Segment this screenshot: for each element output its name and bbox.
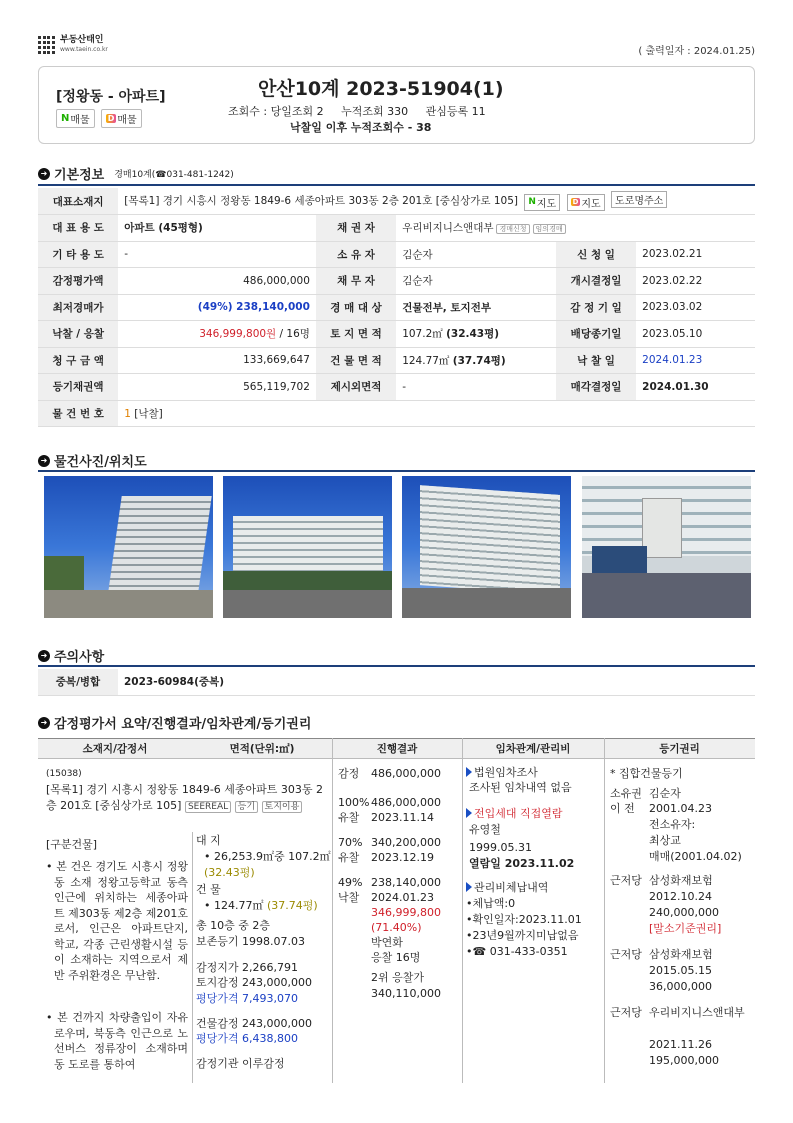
- land-label: 대 지: [196, 834, 221, 847]
- progress-row: 유찰 2023.12.19: [338, 851, 434, 864]
- land-appraisal: 토지감정 243,000,000: [196, 976, 312, 989]
- mortgage-2-date: 2015.05.15: [649, 964, 712, 977]
- registered-claim-value: 565,119,702: [118, 374, 316, 401]
- col-progress: 진행결과: [332, 738, 462, 759]
- building-label: 건 물: [196, 883, 221, 896]
- mortgage-1-label: 근저당: [610, 874, 642, 887]
- row-label: 물 건 번 호: [38, 400, 118, 427]
- floors: 총 10층 중 2층: [196, 919, 270, 932]
- mortgage-3-date: 2021.11.26: [649, 1038, 712, 1051]
- sale-date-value: 2024.01.23: [636, 347, 755, 374]
- divider: [604, 738, 605, 1083]
- progress-row: 49% 238,140,000: [338, 876, 441, 889]
- divider: [332, 738, 333, 1083]
- building-area-value: 124.77㎡ (37.74평): [396, 347, 556, 374]
- row-label: 대 표 용 도: [38, 215, 118, 242]
- property-photo-3[interactable]: [402, 476, 571, 618]
- owner-value: 김순자: [396, 241, 556, 268]
- col-rights: 등기권리: [604, 738, 755, 759]
- sold-rate: (71.40%): [371, 921, 422, 934]
- land-use-button[interactable]: 토지이용: [262, 801, 303, 813]
- mortgage-1-date: 2012.10.24: [649, 890, 712, 903]
- daum-listing-button[interactable]: D 매물: [101, 109, 142, 128]
- daum-d-icon: D: [107, 114, 115, 123]
- base-right-note: [말소기준권리]: [649, 922, 722, 935]
- row-label: 낙 찰 일: [556, 347, 636, 374]
- logo-grid-icon: [38, 36, 56, 54]
- interest-count: 관심등록 11: [425, 105, 486, 118]
- sale-value: 346,999,800원 / 16명: [118, 321, 316, 348]
- land-price: 감정지가 2,266,791: [196, 961, 298, 974]
- creditor-cell: 우리비지니스앤대부 경매신청 임의경매: [396, 215, 755, 242]
- address-label: 대표소재지: [38, 188, 118, 215]
- second-bid-label: 2위 응찰가: [371, 971, 424, 984]
- naver-n-icon: N: [61, 113, 70, 124]
- row-label: 개시결정일: [556, 268, 636, 295]
- property-photo-2[interactable]: [223, 476, 392, 618]
- building-area: • 124.77㎡ (37.74평): [204, 899, 318, 912]
- views-today: 조회수 : 당일조회 2: [228, 105, 324, 118]
- row-label: 등기채권액: [38, 374, 118, 401]
- row-label: 건 물 면 적: [316, 347, 396, 374]
- mortgage-3-name: 우리비지니스앤대부: [649, 1006, 745, 1019]
- land-unit-price: 평당가격 7,493,070: [196, 992, 298, 1005]
- owner-label: 소유권: [610, 787, 642, 800]
- divider: [192, 832, 193, 1083]
- mortgage-1-name: 삼성화재보험: [649, 874, 713, 887]
- daum-d-icon: D: [572, 198, 579, 207]
- region-title: [정왕동 - 아파트]: [56, 89, 166, 105]
- progress-row: 감정 486,000,000: [338, 767, 441, 780]
- second-bid-price: 340,110,000: [371, 987, 441, 1000]
- usage-value: 아파트 (45평형): [118, 215, 316, 242]
- appraisal-heading: ➜ 감정평가서 요약/진행결과/임차관계/등기권리: [38, 713, 311, 732]
- col-tenant: 임차관계/관리비: [462, 738, 604, 759]
- row-label: 낙찰 / 응찰: [38, 321, 118, 348]
- views-total: 누적조회 330: [341, 105, 409, 118]
- arrow-bullet-icon: ➜: [38, 717, 50, 729]
- mgmt-phone: •☎ 031-433-0351: [466, 945, 568, 958]
- land-area-value: 107.2㎡ (32.43평): [396, 321, 556, 348]
- decision-date-value: 2024.01.30: [636, 374, 755, 401]
- logo-url: www.taein.co.kr: [60, 46, 108, 53]
- daum-map-button[interactable]: D 지도: [567, 194, 605, 211]
- basic-info-heading: ➜ 기본정보 경매10계(☎031-481-1242): [38, 164, 234, 183]
- property-photo-1[interactable]: [44, 476, 213, 618]
- road-address-button[interactable]: 도로명주소: [611, 191, 667, 208]
- view-date: 열람일 2023.11.02: [469, 857, 575, 870]
- appraisal-date-value: 2023.03.02: [636, 294, 755, 321]
- arrow-bullet-icon: ➜: [38, 168, 50, 180]
- arrears: •체납액:0: [466, 897, 516, 910]
- address-text: [목록1] 경기 시흥시 정왕동 1849-6 세종아파트 303동 2층 201호 [중심상가로 105]: [124, 195, 518, 208]
- row-label: 소 유 자: [316, 241, 396, 268]
- debtor-value: 김순자: [396, 268, 556, 295]
- notes-table: [38, 669, 755, 696]
- naver-map-button[interactable]: N 지도: [524, 194, 560, 211]
- description-1: • 본 건은 경기도 시흥시 정왕동 소재 정왕고등학교 동측 인근에 위치하는 세종아파트 제303동 제2층 제201호로서, 인근은 아파트단지, 학교, 각종 근린생활시설 등이 소재하는 지역으로서 제반 주위환경은 무난함.: [46, 860, 188, 982]
- address-cell: [118, 188, 755, 215]
- row-label: 기 타 용 도: [38, 241, 118, 268]
- duplicate-value: 2023-60984(중복): [118, 669, 755, 695]
- move-in-title[interactable]: 전입세대 직접열람: [466, 806, 563, 822]
- row-label: 최저경매가: [38, 294, 118, 321]
- transfer-date: 2001.04.23: [649, 802, 712, 815]
- description-2: • 본 건까지 차량출입이 자유로우며, 북동측 인근으로 노선버스 정류장이 소재하며 동 도로를 통하여: [46, 1011, 188, 1071]
- unpaid-status: •23년9월까지미납없음: [466, 929, 579, 942]
- other-usage-value: -: [118, 241, 316, 268]
- court-contact: 경매10계(☎031-481-1242): [114, 170, 234, 180]
- progress-row: 낙찰 2024.01.23: [338, 891, 434, 904]
- mortgage-2-label: 근저당: [610, 948, 642, 961]
- basic-info-table: [38, 188, 755, 427]
- prev-owner-name: 최상교: [649, 834, 681, 847]
- buyer: 박연화: [371, 936, 403, 949]
- row-label: 청 구 금 액: [38, 347, 118, 374]
- mgmt-fee-title: 관리비체납내역: [466, 880, 548, 896]
- print-date: ( 출력일자 : 2024.01.25): [638, 46, 755, 57]
- arrow-bullet-icon: ➜: [38, 455, 50, 467]
- court-survey-text: 조사된 임차내역 없음: [469, 781, 572, 794]
- preserve-registry: 보존등기 1998.07.03: [196, 935, 305, 948]
- triangle-bullet-icon: [466, 767, 472, 777]
- mortgage-1-amount: 240,000,000: [649, 906, 719, 919]
- property-photo-4[interactable]: [582, 476, 751, 618]
- mortgage-2-amount: 36,000,000: [649, 980, 712, 993]
- row-label: 배당종기일: [556, 321, 636, 348]
- row-label: 신 청 일: [556, 241, 636, 268]
- logo: [38, 36, 108, 54]
- progress-row: 유찰 2023.11.14: [338, 811, 434, 824]
- progress-row: 70% 340,200,000: [338, 836, 441, 849]
- row-label: 매각결정일: [556, 374, 636, 401]
- row-label: 제시외면적: [316, 374, 396, 401]
- item-number-value: 1 [낙찰]: [118, 400, 755, 427]
- land-area: • 26,253.9㎡중 107.2㎡ (32.43평): [204, 850, 331, 879]
- extra-area-value: -: [396, 374, 556, 401]
- duplicate-label: 중복/병합: [38, 669, 118, 695]
- mortgage-2-name: 삼성화재보험: [649, 948, 713, 961]
- start-date-value: 2023.02.22: [636, 268, 755, 295]
- progress-row: 100% 486,000,000: [338, 796, 441, 809]
- move-in-name: 유영철: [469, 823, 501, 836]
- section-rule: [38, 665, 755, 667]
- registry-title: * 집합건물등기: [610, 767, 683, 780]
- triangle-bullet-icon: [466, 808, 472, 818]
- section-rule: [38, 470, 755, 472]
- transfer-label: 이 전: [610, 802, 635, 815]
- dividend-date-value: 2023.05.10: [636, 321, 755, 348]
- photos-heading: ➜ 물건사진/위치도: [38, 451, 147, 470]
- owner-name: 김순자: [649, 787, 681, 800]
- row-label: 경 매 대 상: [316, 294, 396, 321]
- confirm-date: •확인일자:2023.11.01: [466, 913, 582, 926]
- col-area: 면적(단위:㎡): [192, 738, 332, 759]
- claim-value: 133,669,647: [118, 347, 316, 374]
- view-stats: [228, 103, 500, 119]
- row-label: 감정평가액: [38, 268, 118, 295]
- sale-registration-date: 매매(2001.04.02): [649, 850, 742, 863]
- triangle-bullet-icon: [466, 882, 472, 892]
- building-appraisal: 건물감정 243,000,000: [196, 1017, 312, 1030]
- bidders: 응찰 16명: [371, 951, 421, 964]
- section-rule: [38, 184, 755, 186]
- case-number: 안산10계 2023-51904(1): [258, 78, 504, 100]
- registry-button[interactable]: 등기: [235, 801, 258, 813]
- seereal-button[interactable]: SEEREAL: [185, 801, 231, 813]
- prev-owner-label: 전소유자:: [649, 818, 696, 831]
- class-label: [구분건물]: [46, 838, 98, 851]
- sold-price: 346,999,800: [371, 906, 441, 919]
- divider: [462, 738, 463, 1083]
- voluntary-auction-tag: 임의경매: [533, 224, 566, 234]
- court-survey-title: 법원임차조사: [466, 765, 538, 781]
- row-label: 채 권 자: [316, 215, 396, 242]
- listing-badges: [56, 109, 142, 128]
- naver-n-icon: N: [528, 197, 536, 208]
- row-label: 토 지 면 적: [316, 321, 396, 348]
- appraisal-value: 486,000,000: [118, 268, 316, 295]
- row-label: 감 정 기 일: [556, 294, 636, 321]
- row-label: 채 무 자: [316, 268, 396, 295]
- auction-target-value: 건물전부, 토지전부: [396, 294, 556, 321]
- appraisal-address: [목록1] 경기 시흥시 정왕동 1849-6 세종아파트 303동 2층 201호 [중심상가로 105] SEEREAL 등기 토지이용: [46, 783, 324, 812]
- naver-listing-button[interactable]: N 매물: [56, 109, 95, 128]
- move-in-date: 1999.05.31: [469, 841, 532, 854]
- building-unit-price: 평당가격 6,438,800: [196, 1032, 298, 1045]
- mortgage-3-amount: 195,000,000: [649, 1054, 719, 1067]
- after-sale-views: 낙찰일 이후 누적조회수 - 38: [290, 121, 432, 134]
- notes-heading: ➜ 주의사항: [38, 646, 104, 665]
- logo-name: 부동산태인: [60, 35, 104, 45]
- zip-code: (15038): [46, 769, 82, 779]
- auction-request-tag: 경매신청: [496, 224, 529, 234]
- mortgage-3-label: 근저당: [610, 1006, 642, 1019]
- apply-date-value: 2023.02.21: [636, 241, 755, 268]
- min-price-value: (49%) 238,140,000: [118, 294, 316, 321]
- col-location: 소재지/감정서: [38, 738, 192, 759]
- arrow-bullet-icon: ➜: [38, 650, 50, 662]
- appraiser: 감정기관 이루감정: [196, 1057, 285, 1070]
